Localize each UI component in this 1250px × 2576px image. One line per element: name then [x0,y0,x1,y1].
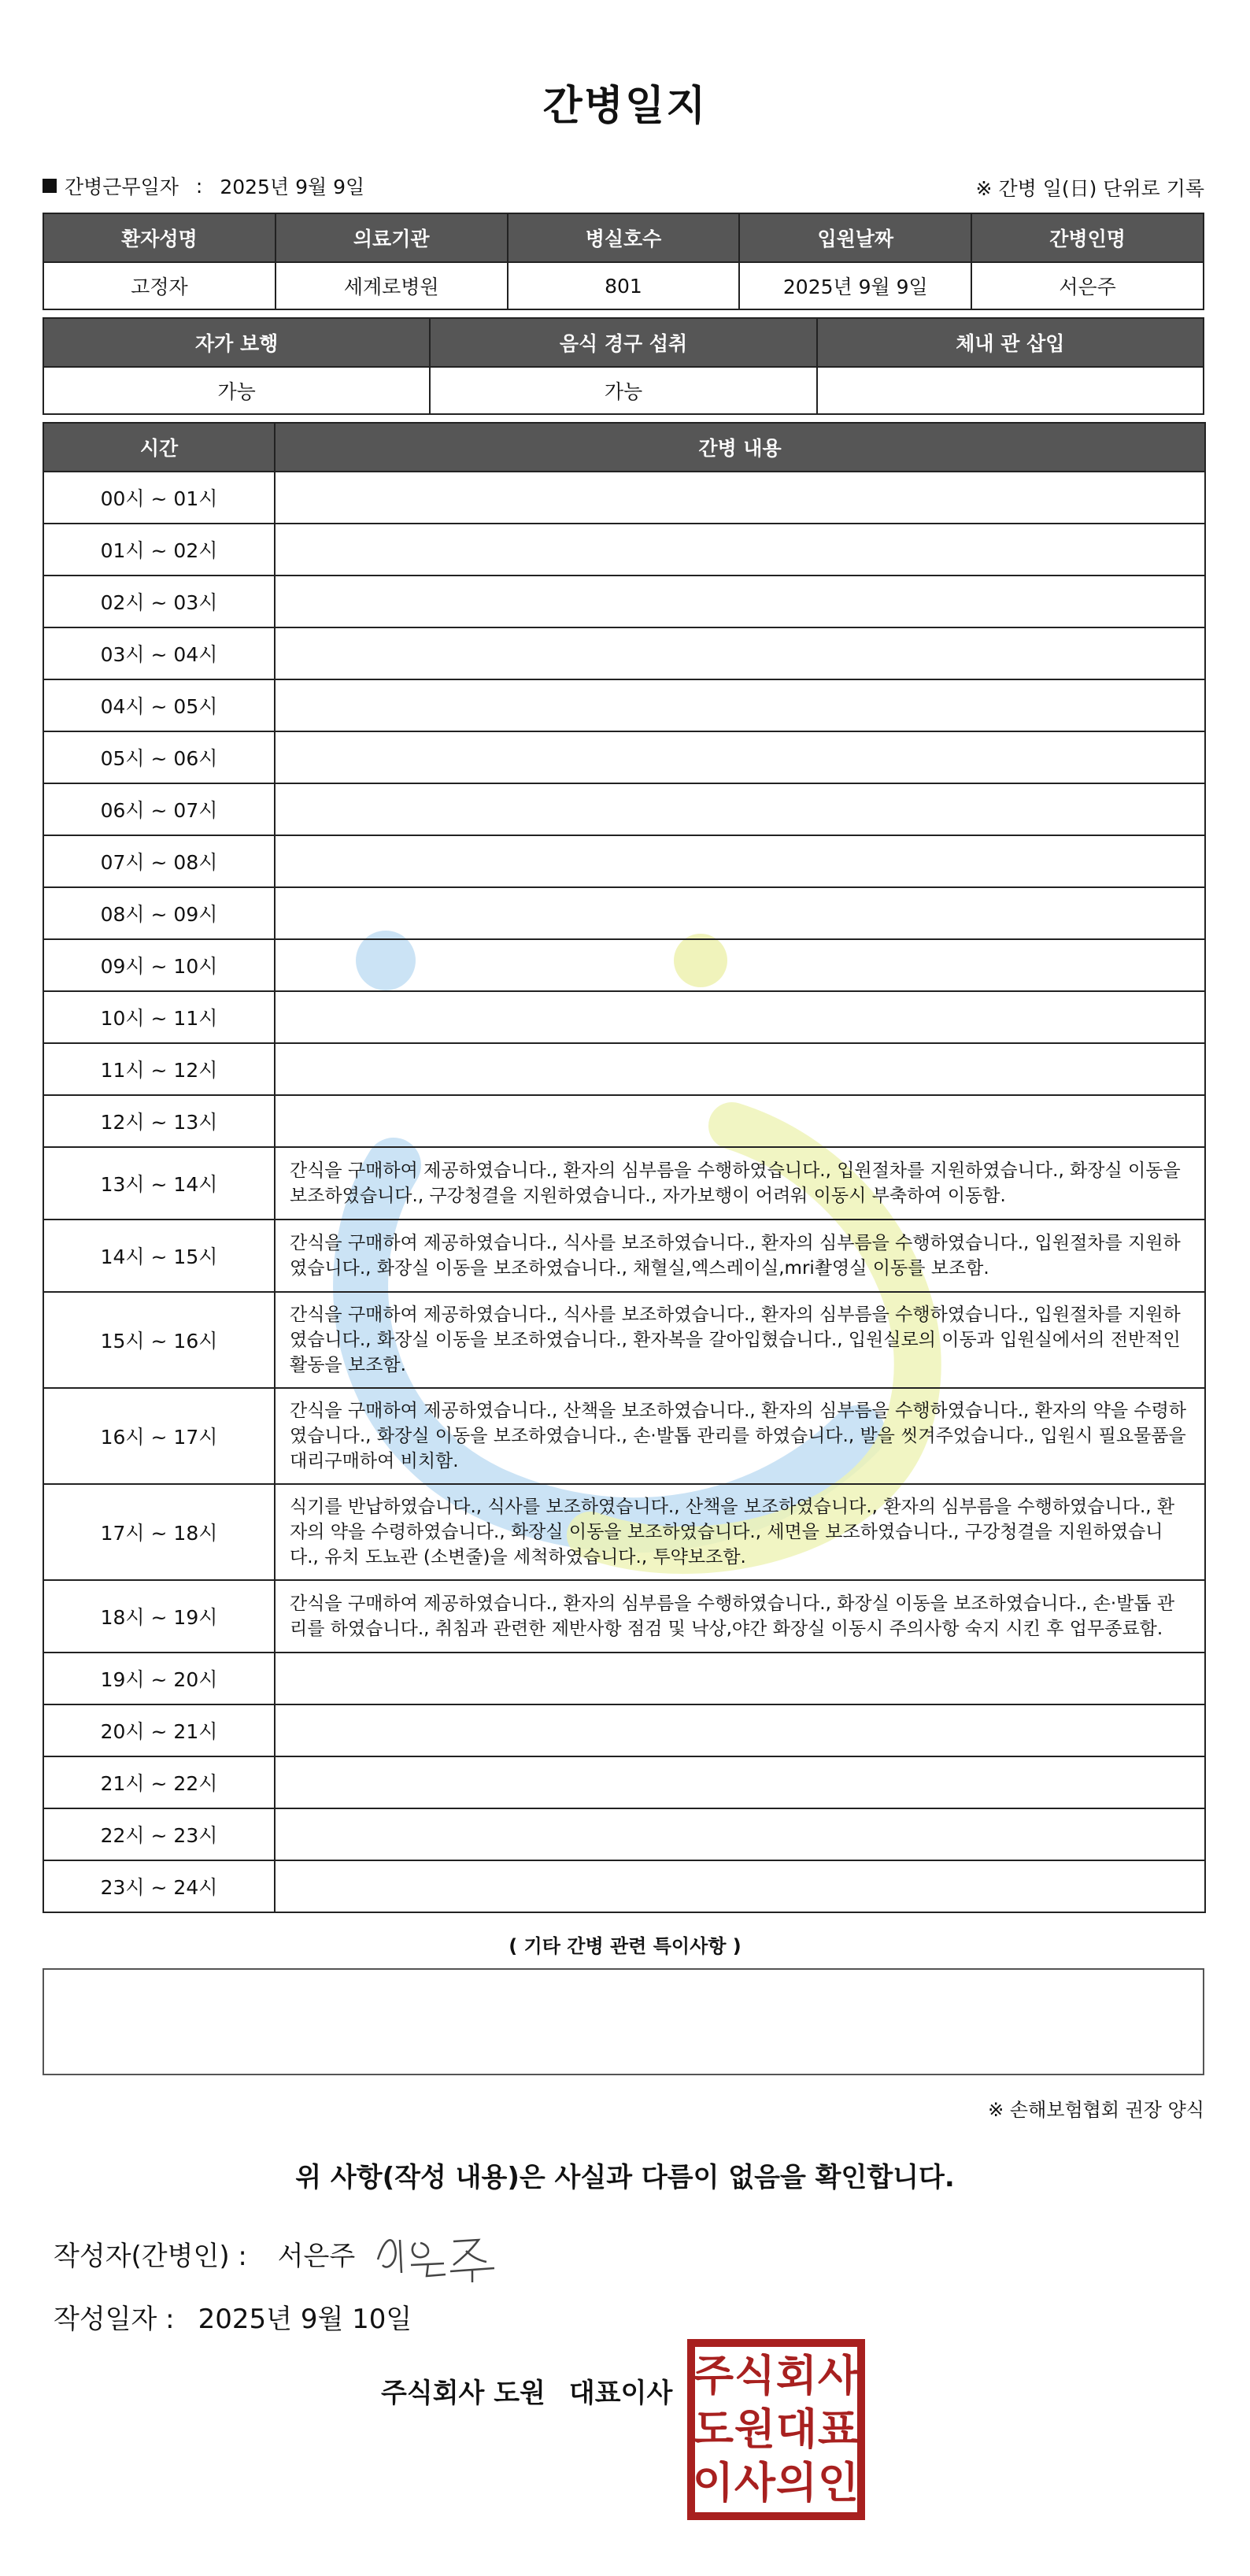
seal-character: 사 [817,2351,860,2400]
hourly-care-log-table [43,422,1206,1913]
log-time: 07시 ~ 08시 [43,835,275,887]
work-date-value: 2025년 9월 9일 [220,176,365,198]
log-content [275,1756,1205,1808]
log-time: 22시 ~ 23시 [43,1808,275,1860]
written-date-value: 2025년 9월 10일 [198,2304,412,2335]
written-date-line [54,2297,412,2336]
log-time: 01시 ~ 02시 [43,524,275,576]
log-time: 18시 ~ 19시 [43,1580,275,1653]
log-time: 20시 ~ 21시 [43,1704,275,1756]
log-row [43,1860,1205,1912]
log-row [43,1043,1205,1095]
log-row [43,1756,1205,1808]
seal-character: 도 [692,2404,734,2454]
log-content [275,731,1205,783]
log-time: 04시 ~ 05시 [43,679,275,731]
header-caregiver-name: 간병인명 [971,213,1204,262]
log-time: 05시 ~ 06시 [43,731,275,783]
handwritten-signature-icon [368,2216,510,2287]
header-self-walking: 자가 보행 [43,318,430,367]
log-row [43,731,1205,783]
log-content [275,1095,1205,1147]
log-content [275,1043,1205,1095]
seal-character: 의 [775,2458,818,2508]
writer-line [54,2234,355,2273]
header-time: 시간 [43,423,275,472]
log-row [43,835,1205,887]
log-content: 간식을 구매하여 제공하였습니다., 식사를 보조하였습니다., 환자의 심부름을 수행하였습니다., 입원절차를 지원하였습니다., 화장실 이동을 보조하였습니다., 채혈실,엑스레이실,mri촬영실 이동를 보조함. [275,1220,1205,1292]
company-seal-stamp-icon [686,2338,866,2521]
log-row [43,524,1205,576]
patient-info-table [43,213,1204,310]
patient-name: 고정자 [43,262,276,309]
work-date-separator: : [195,174,203,198]
log-row [43,991,1205,1043]
log-time: 08시 ~ 09시 [43,887,275,939]
writer-label: 작성자(간병인) : [54,2241,247,2272]
log-time: 14시 ~ 15시 [43,1220,275,1292]
log-time: 10시 ~ 11시 [43,991,275,1043]
log-content [275,783,1205,835]
seal-character: 주 [692,2351,734,2400]
log-row [43,783,1205,835]
work-date [43,172,364,200]
log-content: 간식을 구매하여 제공하였습니다., 환자의 심부름을 수행하였습니다., 화장실 이동을 보조하였습니다., 손·발톱 관리를 하였습니다., 취침과 관련한 제반사항 점검 및 낙상,야간 화장실 이동시 주의사항 숙지 시킨 후 업무종료함. [275,1580,1205,1653]
header-room-number: 병실호수 [508,213,740,262]
log-row [43,1808,1205,1860]
self-walking-value: 가능 [43,367,430,414]
written-date-label: 작성일자 : [54,2304,175,2335]
recommend-note: ※ 손해보험협회 권장 양식 [988,2099,1204,2121]
oral-intake-value: 가능 [430,367,816,414]
log-content [275,939,1205,991]
seal-character: 대 [775,2404,818,2454]
log-row [43,939,1205,991]
log-time: 09시 ~ 10시 [43,939,275,991]
log-content: 간식을 구매하여 제공하였습니다., 산책을 보조하였습니다., 환자의 심부름을 수행하였습니다., 환자의 약을 수령하였습니다., 화장실 이동을 보조하였습니다., 손·발톱 관리를 하였습니다., 발을 씻겨주었습니다., 입원시 필요물품을 대리구매하여 비치함. [275,1388,1205,1484]
header-care-content: 간병 내용 [275,423,1205,472]
log-content [275,1653,1205,1704]
log-content: 식기를 반납하였습니다., 식사를 보조하였습니다., 산책을 보조하였습니다., 환자의 심부름을 수행하였습니다., 환자의 약을 수령하였습니다., 화장실 이동을 보조하였습니다., 세면을 보조하였습니다., 구강청결을 지원하였습니다., 유치 도뇨관 (소변줄)을 세척하였습니다., 투약보조함. [275,1484,1205,1580]
log-content [275,472,1205,524]
page-title: 간병일지 [542,83,708,130]
log-time: 23시 ~ 24시 [43,1860,275,1912]
log-row [43,1653,1205,1704]
log-time: 02시 ~ 03시 [43,576,275,627]
log-row [43,1220,1205,1292]
log-row [43,576,1205,627]
log-content [275,627,1205,679]
log-content [275,1808,1205,1860]
log-row [43,472,1205,524]
header-tube-insertion: 체내 관 삽입 [817,318,1204,367]
log-row [43,1580,1205,1653]
header-admission-date: 입원날짜 [739,213,971,262]
seal-character: 인 [817,2458,860,2508]
log-row [43,679,1205,731]
log-time: 16시 ~ 17시 [43,1388,275,1484]
log-content [275,524,1205,576]
log-time: 00시 ~ 01시 [43,472,275,524]
log-time: 15시 ~ 16시 [43,1292,275,1388]
hospital-name: 세계로병원 [276,262,508,309]
log-content [275,576,1205,627]
seal-text [693,2351,860,2508]
log-row [43,1484,1205,1580]
log-content [275,887,1205,939]
log-content [275,1860,1205,1912]
log-row [43,1095,1205,1147]
seal-character: 이 [692,2458,734,2508]
patient-status-table [43,317,1204,415]
tube-insertion-value [817,367,1204,414]
seal-character: 표 [817,2404,860,2454]
company-title: 대표이사 [568,2378,673,2409]
log-row [43,1388,1205,1484]
seal-character: 원 [734,2404,776,2454]
log-content: 간식을 구매하여 제공하였습니다., 환자의 심부름을 수행하였습니다., 입원절차를 지원하였습니다., 화장실 이동을 보조하였습니다., 구강청결을 지원하였습니다., 자가보행이 어려워 이동시 부축하여 이동함. [275,1147,1205,1220]
seal-character: 식 [734,2351,776,2400]
log-time: 21시 ~ 22시 [43,1756,275,1808]
log-time: 11시 ~ 12시 [43,1043,275,1095]
log-row [43,1147,1205,1220]
log-content [275,1704,1205,1756]
header-oral-intake: 음식 경구 섭취 [430,318,816,367]
company-name: 주식회사 도원 [381,2378,545,2409]
log-time: 17시 ~ 18시 [43,1484,275,1580]
writer-name: 서은주 [277,2241,356,2272]
caregiver-name: 서은주 [971,262,1204,309]
log-row [43,887,1205,939]
work-date-label: 간병근무일자 [65,176,179,198]
header-patient-name: 환자성명 [43,213,276,262]
log-time: 13시 ~ 14시 [43,1147,275,1220]
log-content [275,991,1205,1043]
header-hospital: 의료기관 [276,213,508,262]
record-note: ※ 간병 일(日) 단위로 기록 [975,177,1204,200]
special-notes-box [43,1968,1204,2075]
company-signature-line [381,2371,672,2410]
log-row [43,627,1205,679]
admission-date: 2025년 9월 9일 [739,262,971,309]
log-time: 12시 ~ 13시 [43,1095,275,1147]
log-time: 03시 ~ 04시 [43,627,275,679]
seal-character: 회 [775,2351,818,2400]
seal-character: 사 [734,2458,776,2508]
log-content [275,679,1205,731]
log-time: 06시 ~ 07시 [43,783,275,835]
log-row [43,1292,1205,1388]
room-number: 801 [508,262,740,309]
square-bullet-icon [43,179,57,193]
confirmation-statement: 위 사항(작성 내용)은 사실과 다름이 없음을 확인합니다. [295,2162,955,2193]
log-time: 19시 ~ 20시 [43,1653,275,1704]
log-content: 간식을 구매하여 제공하였습니다., 식사를 보조하였습니다., 환자의 심부름을 수행하였습니다., 입원절차를 지원하였습니다., 화장실 이동을 보조하였습니다., 환자복을 갈아입혔습니다., 입원실로의 이동과 입원실에서의 전반적인 활동을 보조함. [275,1292,1205,1388]
log-row [43,1704,1205,1756]
log-content [275,835,1205,887]
special-notes-label: ( 기타 간병 관련 특이사항 ) [509,1935,741,1957]
